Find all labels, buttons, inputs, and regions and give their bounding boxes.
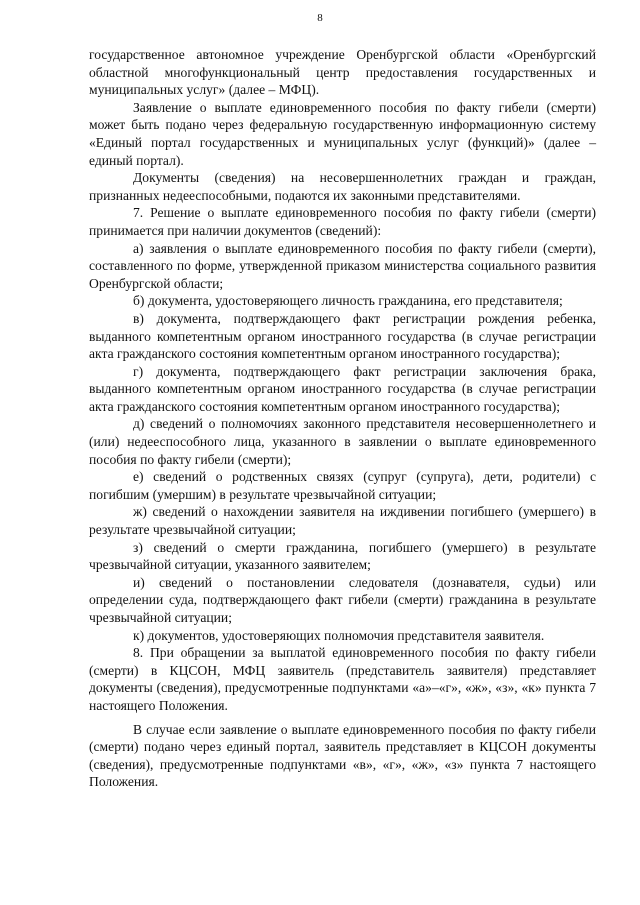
paragraph-7-decision: 7. Решение о выплате единовременного пособия по факту гибели (смерти) принимается при наличии документов (сведений): (89, 205, 596, 238)
list-item-v: в) документа, подтверждающего факт регистрации рождения ребенка, выданного компетентным органом иностранного государства (в случае регистрации акта гражданского состояния компетентным органом иностранного государства); (89, 310, 596, 362)
list-item-z: з) сведений о смерти гражданина, погибшего (умершего) в результате чрезвычайной ситуации, указанного заявителем; (89, 539, 596, 573)
list-item-k: к) документов, удостоверяющих полномочия представителя заявителя. (133, 627, 545, 643)
list-item-i: и) сведений о постановлении следователя (дознавателя, судьи) или определении суда, подтверждающего факт гибели (смерти) гражданина в результате чрезвычайной ситуации; (89, 574, 596, 625)
list-item-a: а) заявления о выплате единовременного пособия по факту гибели (смерти), составленного по форме, утвержденной приказом министерства социального развития Оренбургской области; (89, 240, 596, 291)
paragraph-mfc-definition: государственное автономное учреждение Оренбургской области «Оренбургский областной многофункциональный центр предоставления государственных и муниципальных услуг» (далее – МФЦ). (89, 47, 596, 98)
list-item-e: е) сведений о родственных связях (супруг (супруга), дети, родители) с погибшим (умершим) в результате чрезвычайной ситуации; (89, 469, 596, 502)
list-item-zh: ж) сведений о нахождении заявителя на иждивении погибшего (умершего) в результате чрезвычайной ситуации; (89, 504, 596, 538)
page-number: 8 (317, 12, 323, 24)
paragraph-single-portal: Заявление о выплате единовременного пособия по факту гибели (смерти) может быть подано через федеральную государственную информационную систему «Единый портал государственных и муниципальных услуг (функций)» (далее – единый портал). (89, 99, 596, 168)
list-item-g: г) документа, подтверждающего факт регистрации заключения брака, выданного компетентным органом иностранного государства (в случае регистрации акта гражданского состояния компетентным органом иностранного государства); (89, 363, 596, 414)
document-body (89, 46, 596, 791)
list-item-d: д) сведений о полномочиях законного представителя несовершеннолетнего и (или) недееспособного лица, указанного в заявлении о выплате единовременного пособия по факту гибели (смерти); (89, 416, 596, 467)
paragraph-legal-representatives: Документы (сведения) на несовершеннолетних граждан и граждан, признанных недееспособными, подаются их законными представителями. (89, 170, 596, 203)
paragraph-8-application: 8. При обращении за выплатой единовременного пособия по факту гибели (смерти) в КЦСОН, МФЦ заявитель (представитель заявителя) представляет документы (сведения), предусмотренные подпунктами «а»–«г», «ж», «з», «к» пункта 7 настоящего Положения. (89, 645, 596, 713)
paragraph-portal-documents: В случае если заявление о выплате единовременного пособия по факту гибели (смерти) подано через единый портал, заявитель представляет в КЦСОН документы (сведения), предусмотренные подпунктами «в», «г», «ж», «з» пункта 7 настоящего Положения. (89, 721, 596, 790)
list-item-b: б) документа, удостоверяющего личность гражданина, его представителя; (133, 293, 563, 309)
